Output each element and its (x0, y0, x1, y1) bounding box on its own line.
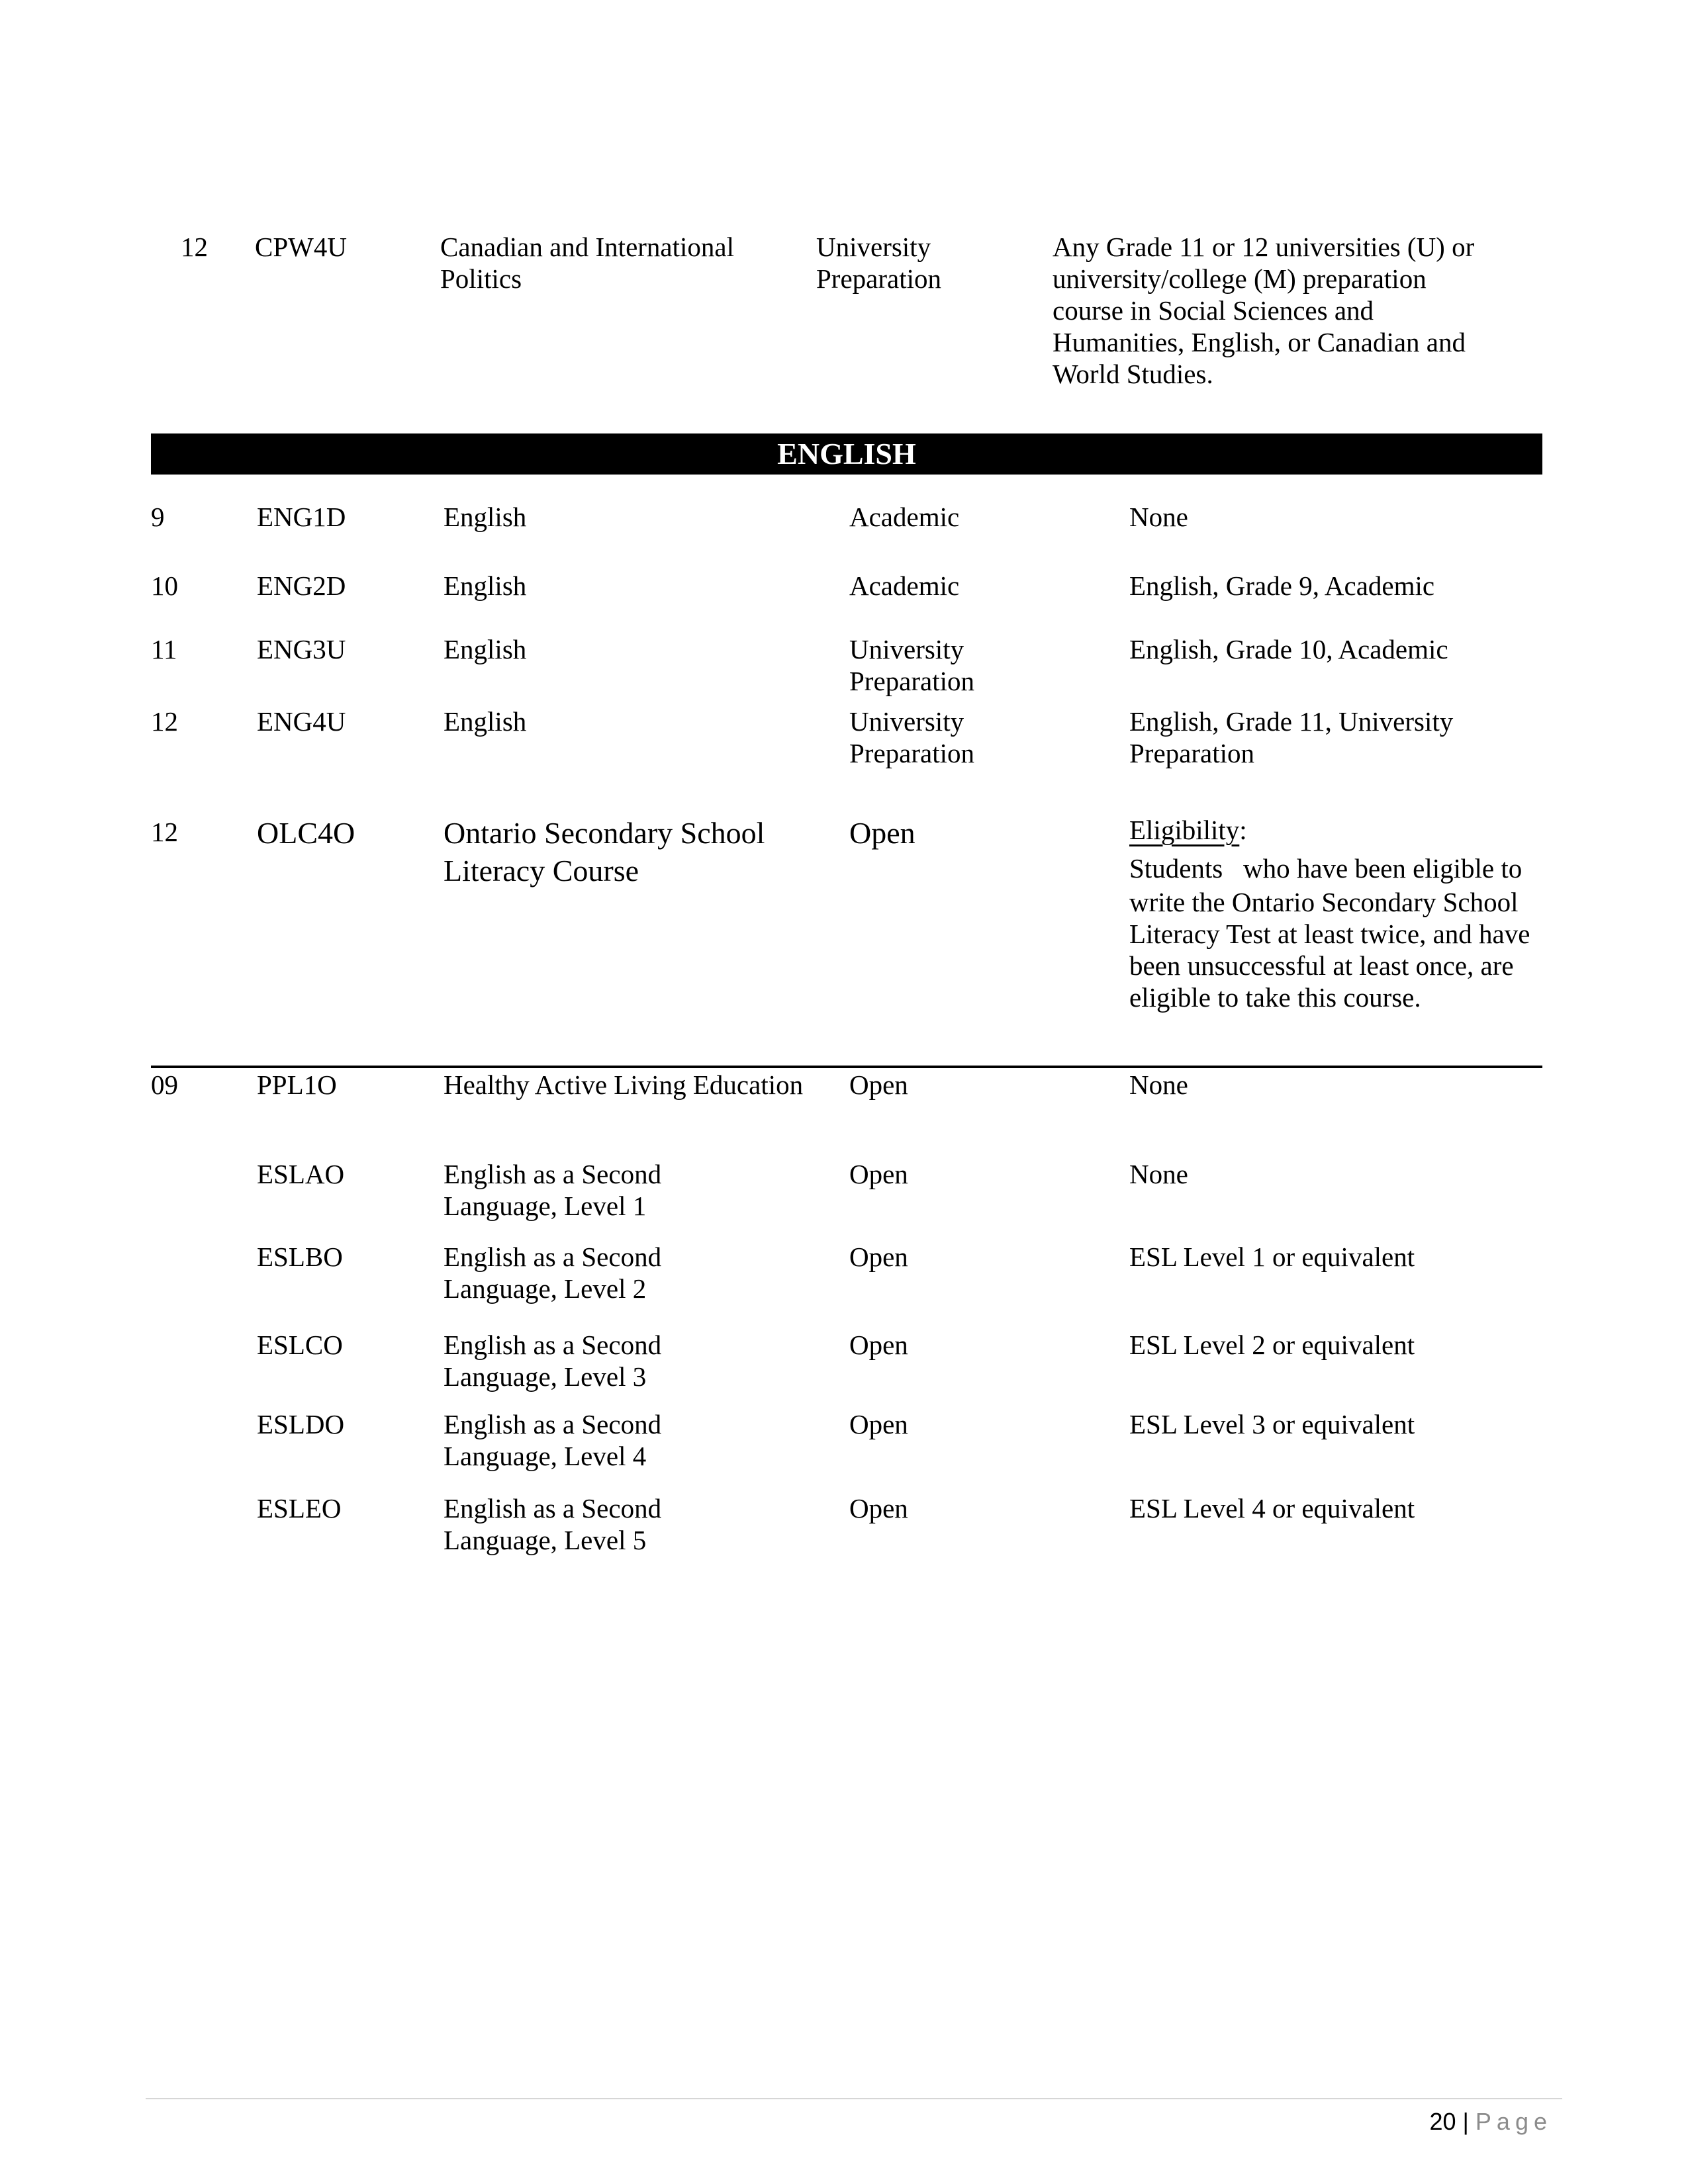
cpw-title-line-1: Canadian and International (440, 232, 734, 262)
cpw-type-line-2: Preparation (816, 263, 941, 294)
eng4u-type-line-2: Preparation (849, 738, 974, 768)
eng2d-title: English (444, 570, 527, 601)
eslao-title-line-2: Language, Level 1 (444, 1191, 647, 1221)
eng4u-type-line-1: University (849, 706, 964, 737)
ppl-title: Healthy Active Living Education (444, 1069, 804, 1100)
eslbo-prereq: ESL Level 1 or equivalent (1129, 1242, 1415, 1272)
esldo-type: Open (849, 1409, 908, 1439)
footer-page-word: Page (1475, 2108, 1552, 2135)
esleo-prereq: ESL Level 4 or equivalent (1129, 1493, 1415, 1524)
eng4u-prereq-line-1: English, Grade 11, University (1129, 706, 1454, 737)
eng4u-code: ENG4U (257, 706, 346, 737)
eslco-code: ESLCO (257, 1330, 343, 1360)
olc-code: OLC4O (257, 816, 355, 850)
eng3u-prereq: English, Grade 10, Academic (1129, 634, 1448, 664)
olc-eligibility-line-2: write the Ontario Secondary School (1129, 887, 1519, 917)
eng1d-type: Academic (849, 502, 960, 532)
eng2d-prereq: English, Grade 9, Academic (1129, 570, 1435, 601)
eng3u-type-line-2: Preparation (849, 666, 974, 696)
cpw-prereq-line-1: Any Grade 11 or 12 universities (U) or (1053, 232, 1475, 262)
eng1d-prereq: None (1129, 502, 1188, 532)
eslao-title-line-1: English as a Second (444, 1159, 662, 1189)
olc-eligibility-line-5: eligible to take this course. (1129, 982, 1421, 1013)
eslco-title-line-1: English as a Second (444, 1330, 662, 1360)
eslbo-code: ESLBO (257, 1242, 343, 1272)
eslbo-type: Open (849, 1242, 908, 1272)
olc-eligibility-heading (1129, 814, 1247, 846)
esleo-type: Open (849, 1493, 908, 1524)
eng1d-title: English (444, 502, 527, 532)
olc-eligibility-colon: : (1239, 815, 1247, 845)
page-number: 20 (1429, 2108, 1456, 2135)
ppl-prereq: None (1129, 1069, 1188, 1100)
eslco-title-line-2: Language, Level 3 (444, 1361, 647, 1392)
olc-eligibility-label: Eligibility (1129, 815, 1240, 845)
olc-grade: 12 (151, 817, 178, 847)
eslco-prereq: ESL Level 2 or equivalent (1129, 1330, 1415, 1360)
cpw-code: CPW4U (255, 232, 347, 262)
eng3u-title: English (444, 634, 527, 664)
cpw-prereq-line-5: World Studies. (1053, 359, 1213, 389)
footer-rule (146, 2098, 1562, 2099)
olc-type: Open (849, 816, 915, 850)
eng3u-code: ENG3U (257, 634, 346, 664)
esldo-title-line-1: English as a Second (444, 1409, 662, 1439)
eng3u-type-line-1: University (849, 634, 964, 664)
section-divider (151, 1066, 1542, 1068)
cpw-prereq-line-2: university/college (M) preparation (1053, 263, 1427, 294)
eng2d-type: Academic (849, 570, 960, 601)
esldo-prereq: ESL Level 3 or equivalent (1129, 1409, 1415, 1439)
cpw-prereq-line-3: course in Social Sciences and (1053, 295, 1374, 326)
footer-separator: | (1462, 2108, 1469, 2135)
section-heading: ENGLISH (777, 437, 916, 471)
eslao-code: ESLAO (257, 1159, 345, 1189)
eslao-type: Open (849, 1159, 908, 1189)
olc-eligibility-line-4: been unsuccessful at least once, are (1129, 950, 1514, 981)
olc-title-line-2: Literacy Course (444, 854, 639, 887)
eslao-prereq: None (1129, 1159, 1188, 1189)
esldo-title-line-2: Language, Level 4 (444, 1441, 647, 1471)
olc-eligibility-line-1: Students who have been eligible to (1129, 853, 1523, 884)
eng1d-grade: 9 (151, 502, 165, 532)
olc-eligibility-line-3: Literacy Test at least twice, and have (1129, 919, 1530, 949)
eslco-type: Open (849, 1330, 908, 1360)
olc-title-line-1: Ontario Secondary School (444, 816, 765, 850)
eng4u-title: English (444, 706, 527, 737)
cpw-grade: 12 (181, 232, 208, 262)
eslbo-title-line-1: English as a Second (444, 1242, 662, 1272)
page-footer (1429, 2106, 1552, 2138)
cpw-prereq-line-4: Humanities, English, or Canadian and (1053, 327, 1466, 357)
cpw-title-line-2: Politics (440, 263, 522, 294)
ppl-type: Open (849, 1069, 908, 1100)
eng4u-grade: 12 (151, 706, 178, 737)
eng1d-code: ENG1D (257, 502, 346, 532)
esleo-title-line-1: English as a Second (444, 1493, 662, 1524)
esldo-code: ESLDO (257, 1409, 345, 1439)
eng2d-code: ENG2D (257, 570, 346, 601)
cpw-type-line-1: University (816, 232, 931, 262)
esleo-title-line-2: Language, Level 5 (444, 1525, 647, 1555)
eslbo-title-line-2: Language, Level 2 (444, 1273, 647, 1304)
esleo-code: ESLEO (257, 1493, 342, 1524)
eng2d-grade: 10 (151, 570, 178, 601)
ppl-grade: 09 (151, 1069, 178, 1100)
ppl-code: PPL1O (257, 1069, 337, 1100)
eng3u-grade: 11 (151, 634, 177, 664)
eng4u-prereq-line-2: Preparation (1129, 738, 1254, 768)
